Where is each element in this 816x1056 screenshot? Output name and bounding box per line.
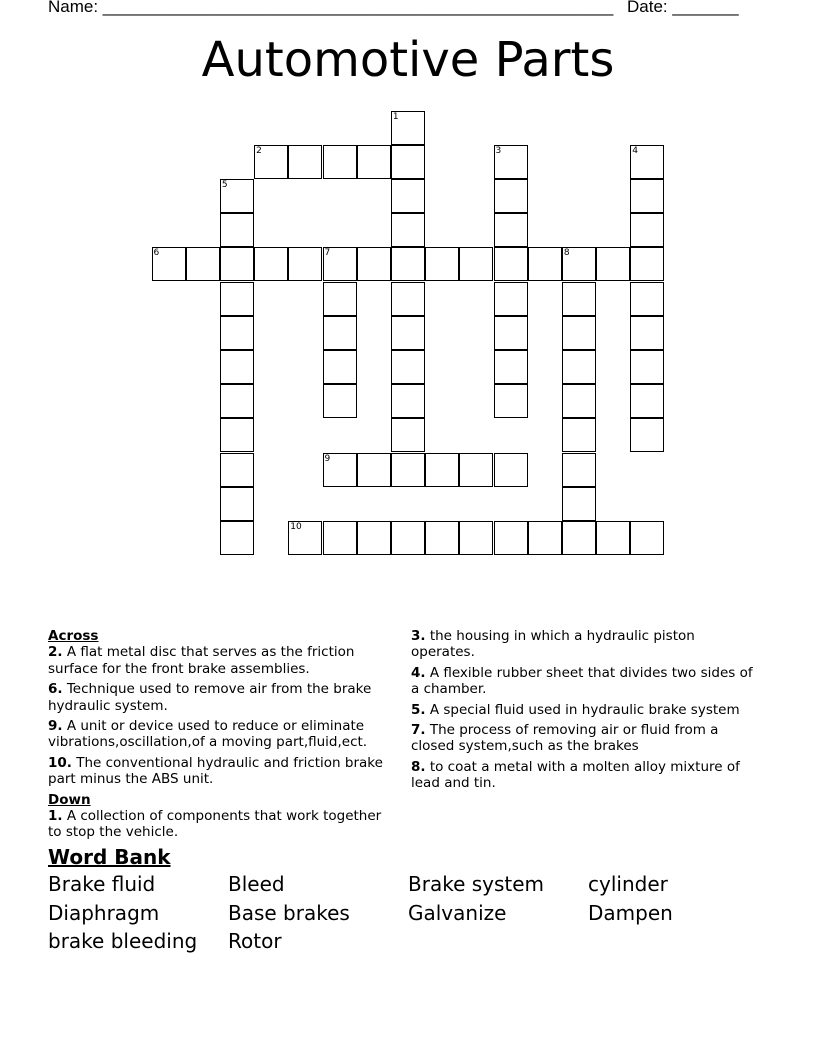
word-bank-item: Brake system xyxy=(408,872,545,896)
grid-cell[interactable] xyxy=(391,350,425,384)
word-bank-item: cylinder xyxy=(588,872,668,896)
grid-cell[interactable] xyxy=(220,247,254,281)
grid-cell[interactable] xyxy=(220,282,254,316)
word-bank-item: Bleed xyxy=(228,872,285,896)
grid-cell[interactable] xyxy=(323,384,357,418)
clue-text: A collection of components that work together to stop the vehicle. xyxy=(48,808,382,841)
grid-cell[interactable] xyxy=(494,213,528,247)
clue-number-label: 10. xyxy=(48,754,72,771)
clue-number: 3 xyxy=(495,145,502,156)
clue-item xyxy=(48,718,398,751)
grid-cell[interactable] xyxy=(323,247,357,281)
clue-number-label: 5. xyxy=(411,701,426,718)
grid-cell[interactable] xyxy=(494,247,528,281)
clue-item xyxy=(411,702,756,718)
clue-number-label: 4. xyxy=(411,664,426,681)
page-title: Automotive Parts xyxy=(201,32,615,88)
clue-item xyxy=(48,808,398,841)
clue-item xyxy=(48,755,398,788)
grid-cell[interactable] xyxy=(220,521,254,555)
grid-cell[interactable] xyxy=(391,145,425,179)
grid-cell[interactable] xyxy=(562,350,596,384)
clue-item xyxy=(411,759,756,792)
clue-number: 5 xyxy=(221,179,228,190)
clue-text: to coat a metal with a molten alloy mixture of lead and tin. xyxy=(411,758,740,792)
word-bank-item: Diaphragm xyxy=(48,900,160,925)
clue-item xyxy=(411,722,756,755)
clues-right-column xyxy=(411,628,756,796)
clues-left-column xyxy=(48,628,398,845)
clue-number-label: 2. xyxy=(48,644,63,661)
grid-cell[interactable] xyxy=(254,145,288,179)
grid-cell[interactable] xyxy=(288,145,322,179)
grid-cell[interactable] xyxy=(288,521,322,555)
word-bank-item: Dampen xyxy=(588,900,673,925)
grid-cell[interactable] xyxy=(220,418,254,452)
grid-cell[interactable] xyxy=(459,521,493,555)
grid-cell[interactable] xyxy=(186,247,220,281)
clue-number: 8 xyxy=(563,248,570,259)
word-bank-item: Brake fluid xyxy=(48,872,156,896)
grid-cell[interactable] xyxy=(562,487,596,521)
word-bank-item: Base brakes xyxy=(228,900,350,925)
grid-cell[interactable] xyxy=(391,316,425,350)
clue-number: 2 xyxy=(256,145,262,156)
grid-cell[interactable] xyxy=(323,453,357,487)
clue-number: 6 xyxy=(153,248,160,259)
grid-cell[interactable] xyxy=(562,282,596,316)
grid-cell[interactable] xyxy=(220,487,254,521)
grid-cell[interactable] xyxy=(630,384,664,418)
grid-cell[interactable] xyxy=(391,282,425,316)
grid-cell[interactable] xyxy=(596,521,630,555)
clue-text: A unit or device used to reduce or eliminate vibrations,oscillation,of a moving part,fluid,ect. xyxy=(48,718,368,751)
clue-text: A special fluid used in hydraulic brake system xyxy=(429,701,740,718)
grid-cell[interactable] xyxy=(220,213,254,247)
grid-cell[interactable] xyxy=(357,247,391,281)
clue-number: 7 xyxy=(324,248,331,259)
grid-cell[interactable] xyxy=(630,179,664,213)
word-bank-title: Word Bank xyxy=(48,845,171,869)
clue-item xyxy=(48,644,398,677)
grid-cell[interactable] xyxy=(391,453,425,487)
grid-cell[interactable] xyxy=(562,521,596,555)
grid-cell[interactable] xyxy=(425,247,459,281)
clue-text: A flexible rubber sheet that divides two sides of a chamber. xyxy=(411,664,753,698)
word-bank-item: Rotor xyxy=(228,929,282,953)
grid-cell[interactable] xyxy=(630,418,664,452)
clue-text: Technique used to remove air from the brake hydraulic system. xyxy=(48,681,372,714)
clue-number-label: 7. xyxy=(411,722,426,739)
grid-cell[interactable] xyxy=(528,247,562,281)
grid-cell[interactable] xyxy=(391,247,425,281)
clue-number: 1 xyxy=(392,111,399,122)
grid-cell[interactable] xyxy=(391,418,425,452)
clue-number-label: 1. xyxy=(48,808,63,825)
grid-cell[interactable] xyxy=(323,521,357,555)
grid-cell[interactable] xyxy=(357,145,391,179)
grid-cell[interactable] xyxy=(562,384,596,418)
clue-text: The conventional hydraulic and friction brake part minus the ABS unit. xyxy=(48,754,383,788)
grid-cell[interactable] xyxy=(323,350,357,384)
clue-number: 9 xyxy=(324,453,331,464)
grid-cell[interactable] xyxy=(459,247,493,281)
grid-cell[interactable] xyxy=(630,350,664,384)
clue-text: A flat metal disc that serves as the friction surface for the front brake assemblies. xyxy=(48,644,355,677)
down-heading: Down xyxy=(48,791,91,808)
clue-number-label: 8. xyxy=(411,758,426,775)
grid-cell[interactable] xyxy=(220,179,254,213)
grid-cell[interactable] xyxy=(391,384,425,418)
grid-cell[interactable] xyxy=(323,145,357,179)
grid-cell[interactable] xyxy=(220,350,254,384)
clue-number-label: 9. xyxy=(48,718,63,735)
grid-cell[interactable] xyxy=(220,453,254,487)
clue-number-label: 6. xyxy=(48,681,63,698)
grid-cell[interactable] xyxy=(494,282,528,316)
clue-text: The process of removing air or fluid from a closed system,such as the brakes xyxy=(411,722,719,755)
grid-cell[interactable] xyxy=(391,111,425,145)
grid-cell[interactable] xyxy=(562,247,596,281)
grid-cell[interactable] xyxy=(630,145,664,179)
grid-cell[interactable] xyxy=(425,521,459,555)
grid-cell[interactable] xyxy=(220,316,254,350)
grid-cell[interactable] xyxy=(630,247,664,281)
grid-cell[interactable] xyxy=(323,316,357,350)
grid-cell[interactable] xyxy=(391,521,425,555)
clue-number: 10 xyxy=(290,521,302,532)
grid-cell[interactable] xyxy=(323,282,357,316)
grid-cell[interactable] xyxy=(630,316,664,350)
grid-cell[interactable] xyxy=(391,179,425,213)
grid-cell[interactable] xyxy=(152,247,186,281)
grid-cell[interactable] xyxy=(425,453,459,487)
grid-cell[interactable] xyxy=(494,350,528,384)
grid-cell[interactable] xyxy=(494,145,528,179)
grid-cell[interactable] xyxy=(494,179,528,213)
clue-text: the housing in which a hydraulic piston operates. xyxy=(411,628,695,661)
clue-number: 4 xyxy=(632,145,639,156)
grid-cell[interactable] xyxy=(391,213,425,247)
across-heading: Across xyxy=(48,628,99,644)
word-bank-item: Galvanize xyxy=(408,900,507,925)
clue-item xyxy=(411,628,756,661)
clue-item xyxy=(411,665,756,698)
grid-cell[interactable] xyxy=(494,316,528,350)
grid-cell[interactable] xyxy=(630,521,664,555)
grid-cell[interactable] xyxy=(562,418,596,452)
grid-cell[interactable] xyxy=(528,521,562,555)
grid-cell[interactable] xyxy=(357,521,391,555)
grid-cell[interactable] xyxy=(288,247,322,281)
grid-cell[interactable] xyxy=(562,316,596,350)
grid-cell[interactable] xyxy=(562,453,596,487)
clue-item xyxy=(48,681,398,714)
grid-cell[interactable] xyxy=(220,384,254,418)
grid-cell[interactable] xyxy=(459,453,493,487)
grid-cell[interactable] xyxy=(357,453,391,487)
name-line: Name: ______________________________________________________ xyxy=(48,0,614,16)
grid-cell[interactable] xyxy=(254,247,288,281)
grid-cell[interactable] xyxy=(630,213,664,247)
clue-number-label: 3. xyxy=(411,628,426,644)
date-line: Date: _______ xyxy=(627,0,739,16)
grid-cell[interactable] xyxy=(494,453,528,487)
grid-cell[interactable] xyxy=(596,247,630,281)
grid-cell[interactable] xyxy=(494,384,528,418)
word-bank-item: brake bleeding xyxy=(48,929,198,953)
grid-cell[interactable] xyxy=(630,282,664,316)
grid-cell[interactable] xyxy=(494,521,528,555)
